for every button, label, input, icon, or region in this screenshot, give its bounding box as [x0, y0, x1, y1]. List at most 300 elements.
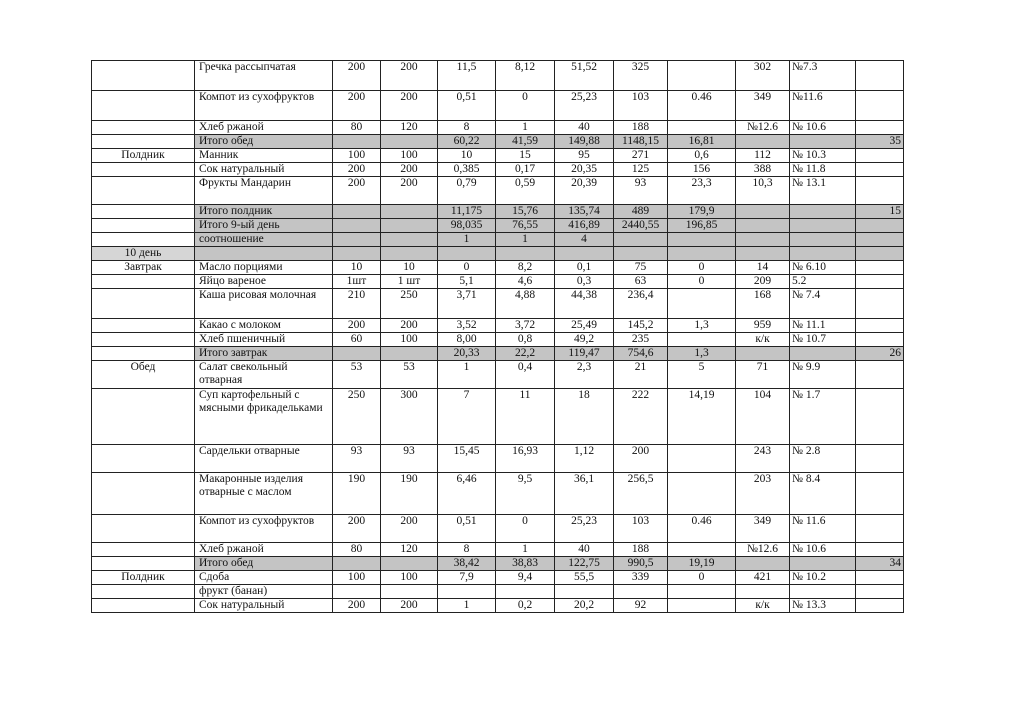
fat-cell: 4,6: [496, 275, 555, 289]
total-score-cell: [856, 275, 904, 289]
vitamin-c-cell: [668, 233, 736, 247]
fat-cell: 8,12: [496, 61, 555, 91]
meal-cell: [92, 347, 195, 361]
recipe-no-cell: №12.6: [736, 121, 790, 135]
total-score-cell: [856, 163, 904, 177]
page-ref-cell: №11.6: [790, 91, 856, 121]
meal-cell: [92, 163, 195, 177]
qty-in-cell: 200: [333, 163, 381, 177]
protein-cell: 10: [438, 149, 496, 163]
qty-out-cell: 93: [381, 445, 438, 473]
meal-cell: [92, 473, 195, 515]
meal-cell: [92, 557, 195, 571]
carbs-cell: 1,12: [555, 445, 614, 473]
page-ref-cell: № 8.4: [790, 473, 856, 515]
protein-cell: 0: [438, 261, 496, 275]
qty-in-cell: 200: [333, 177, 381, 205]
recipe-no-cell: 168: [736, 289, 790, 319]
qty-in-cell: 100: [333, 149, 381, 163]
total-row: [92, 205, 904, 219]
dish-name: Суп картофельный с мясными фрикадельками: [195, 389, 333, 445]
fat-cell: 0: [496, 515, 555, 543]
recipe-no-cell: [736, 219, 790, 233]
recipe-no-cell: 302: [736, 61, 790, 91]
meal-cell: Обед: [92, 361, 195, 389]
qty-in-cell: 100: [333, 571, 381, 585]
vitamin-c-cell: 0: [668, 275, 736, 289]
qty-in-cell: [333, 347, 381, 361]
energy-cell: 188: [614, 121, 668, 135]
meal-cell: [92, 289, 195, 319]
qty-out-cell: 100: [381, 149, 438, 163]
qty-out-cell: [381, 135, 438, 149]
day-label: 10 день: [92, 247, 195, 261]
total-score-cell: [856, 319, 904, 333]
vitamin-c-cell: 14,19: [668, 389, 736, 445]
qty-out-cell: [381, 557, 438, 571]
energy-cell: 339: [614, 571, 668, 585]
qty-in-cell: 200: [333, 515, 381, 543]
carbs-cell: 0,3: [555, 275, 614, 289]
energy-cell: 256,5: [614, 473, 668, 515]
energy-cell: 236,4: [614, 289, 668, 319]
dish-row: [92, 149, 904, 163]
energy-cell: 188: [614, 543, 668, 557]
meal-cell: [92, 599, 195, 613]
day-header-cell: [496, 247, 555, 261]
energy-cell: 103: [614, 515, 668, 543]
dish-name: Сок натуральный: [195, 163, 333, 177]
dish-row: [92, 289, 904, 319]
protein-cell: 8: [438, 121, 496, 135]
recipe-no-cell: [736, 557, 790, 571]
day-header-cell: [614, 247, 668, 261]
protein-cell: 5,1: [438, 275, 496, 289]
protein-cell: 1: [438, 361, 496, 389]
energy-cell: 93: [614, 177, 668, 205]
carbs-cell: 416,89: [555, 219, 614, 233]
total-score-cell: [856, 149, 904, 163]
dish-row: [92, 473, 904, 515]
meal-cell: [92, 585, 195, 599]
protein-cell: 60,22: [438, 135, 496, 149]
vitamin-c-cell: 179,9: [668, 205, 736, 219]
dish-name: Итого обед: [195, 557, 333, 571]
page-ref-cell: № 13.3: [790, 599, 856, 613]
recipe-no-cell: [736, 233, 790, 247]
vitamin-c-cell: 5: [668, 361, 736, 389]
total-score-cell: 15: [856, 205, 904, 219]
protein-cell: 38,42: [438, 557, 496, 571]
dish-row: [92, 261, 904, 275]
vitamin-c-cell: [668, 473, 736, 515]
total-row: [92, 233, 904, 247]
qty-out-cell: 120: [381, 543, 438, 557]
fat-cell: 76,55: [496, 219, 555, 233]
fat-cell: 0,2: [496, 599, 555, 613]
qty-in-cell: [333, 585, 381, 599]
menu-table: [91, 60, 904, 613]
protein-cell: 20,33: [438, 347, 496, 361]
vitamin-c-cell: [668, 585, 736, 599]
page-ref-cell: [790, 557, 856, 571]
dish-row: [92, 515, 904, 543]
vitamin-c-cell: [668, 543, 736, 557]
qty-in-cell: 60: [333, 333, 381, 347]
carbs-cell: 0,1: [555, 261, 614, 275]
page-ref-cell: №7.3: [790, 61, 856, 91]
fat-cell: 15: [496, 149, 555, 163]
recipe-no-cell: 112: [736, 149, 790, 163]
recipe-no-cell: [736, 205, 790, 219]
meal-cell: Завтрак: [92, 261, 195, 275]
total-row: [92, 219, 904, 233]
recipe-no-cell: 104: [736, 389, 790, 445]
fat-cell: 0,59: [496, 177, 555, 205]
vitamin-c-cell: 0: [668, 571, 736, 585]
total-score-cell: [856, 543, 904, 557]
fat-cell: 38,83: [496, 557, 555, 571]
dish-row: [92, 275, 904, 289]
vitamin-c-cell: [668, 599, 736, 613]
protein-cell: 0,385: [438, 163, 496, 177]
vitamin-c-cell: 23,3: [668, 177, 736, 205]
carbs-cell: 44,38: [555, 289, 614, 319]
vitamin-c-cell: 0: [668, 261, 736, 275]
fat-cell: 9,5: [496, 473, 555, 515]
page-ref-cell: № 6.10: [790, 261, 856, 275]
protein-cell: 3,52: [438, 319, 496, 333]
qty-out-cell: 100: [381, 333, 438, 347]
energy-cell: 75: [614, 261, 668, 275]
vitamin-c-cell: 196,85: [668, 219, 736, 233]
dish-name: Яйцо вареное: [195, 275, 333, 289]
qty-in-cell: 200: [333, 61, 381, 91]
qty-out-cell: 300: [381, 389, 438, 445]
energy-cell: [614, 585, 668, 599]
day-header-cell: [333, 247, 381, 261]
total-score-cell: [856, 473, 904, 515]
qty-out-cell: 120: [381, 121, 438, 135]
meal-cell: [92, 333, 195, 347]
fat-cell: 16,93: [496, 445, 555, 473]
dish-row: [92, 333, 904, 347]
page-ref-cell: № 11.8: [790, 163, 856, 177]
page-ref-cell: № 7.4: [790, 289, 856, 319]
dish-name: Гречка рассыпчатая: [195, 61, 333, 91]
energy-cell: 21: [614, 361, 668, 389]
total-score-cell: [856, 289, 904, 319]
vitamin-c-cell: [668, 445, 736, 473]
energy-cell: 489: [614, 205, 668, 219]
vitamin-c-cell: [668, 289, 736, 319]
qty-out-cell: 200: [381, 91, 438, 121]
day-header-cell: [668, 247, 736, 261]
protein-cell: 8: [438, 543, 496, 557]
carbs-cell: 2,3: [555, 361, 614, 389]
qty-out-cell: [381, 347, 438, 361]
vitamin-c-cell: 19,19: [668, 557, 736, 571]
energy-cell: 235: [614, 333, 668, 347]
meal-cell: [92, 91, 195, 121]
dish-name: Итого полдник: [195, 205, 333, 219]
total-score-cell: [856, 233, 904, 247]
energy-cell: [614, 233, 668, 247]
total-score-cell: 34: [856, 557, 904, 571]
fat-cell: 22,2: [496, 347, 555, 361]
page-ref-cell: № 10.6: [790, 543, 856, 557]
dish-name: соотношение: [195, 233, 333, 247]
total-score-cell: [856, 599, 904, 613]
qty-out-cell: 53: [381, 361, 438, 389]
recipe-no-cell: 14: [736, 261, 790, 275]
fat-cell: 15,76: [496, 205, 555, 219]
total-score-cell: [856, 261, 904, 275]
vitamin-c-cell: [668, 121, 736, 135]
qty-out-cell: 250: [381, 289, 438, 319]
day-header-row: [92, 247, 904, 261]
total-score-cell: [856, 515, 904, 543]
qty-in-cell: 80: [333, 121, 381, 135]
fat-cell: 4,88: [496, 289, 555, 319]
carbs-cell: [555, 585, 614, 599]
page-ref-cell: [790, 233, 856, 247]
carbs-cell: 40: [555, 543, 614, 557]
meal-cell: Полдник: [92, 149, 195, 163]
fat-cell: 3,72: [496, 319, 555, 333]
page-ref-cell: № 10.6: [790, 121, 856, 135]
energy-cell: 222: [614, 389, 668, 445]
qty-out-cell: 200: [381, 61, 438, 91]
dish-name: Масло порциями: [195, 261, 333, 275]
qty-in-cell: [333, 135, 381, 149]
page-ref-cell: 5.2: [790, 275, 856, 289]
protein-cell: 7: [438, 389, 496, 445]
dish-row: [92, 445, 904, 473]
vitamin-c-cell: 16,81: [668, 135, 736, 149]
qty-in-cell: 200: [333, 599, 381, 613]
recipe-no-cell: 349: [736, 91, 790, 121]
dish-name: Хлеб ржаной: [195, 121, 333, 135]
dish-row: [92, 91, 904, 121]
carbs-cell: 20,35: [555, 163, 614, 177]
page-ref-cell: [790, 135, 856, 149]
total-score-cell: [856, 121, 904, 135]
energy-cell: 754,6: [614, 347, 668, 361]
meal-cell: [92, 319, 195, 333]
recipe-no-cell: 243: [736, 445, 790, 473]
total-score-cell: [856, 389, 904, 445]
qty-out-cell: [381, 233, 438, 247]
protein-cell: 0,51: [438, 515, 496, 543]
day-header-cell: [438, 247, 496, 261]
dish-name: фрукт (банан): [195, 585, 333, 599]
energy-cell: 63: [614, 275, 668, 289]
dish-row: [92, 599, 904, 613]
protein-cell: [438, 585, 496, 599]
qty-out-cell: 200: [381, 515, 438, 543]
fat-cell: 8,2: [496, 261, 555, 275]
fat-cell: [496, 585, 555, 599]
day-header-cell: [790, 247, 856, 261]
energy-cell: 200: [614, 445, 668, 473]
vitamin-c-cell: [668, 333, 736, 347]
total-score-cell: [856, 585, 904, 599]
protein-cell: 3,71: [438, 289, 496, 319]
total-score-cell: [856, 333, 904, 347]
dish-name: Хлеб пшеничный: [195, 333, 333, 347]
total-score-cell: 35: [856, 135, 904, 149]
dish-row: [92, 61, 904, 91]
dish-name: Итого обед: [195, 135, 333, 149]
recipe-no-cell: №12.6: [736, 543, 790, 557]
carbs-cell: 25,49: [555, 319, 614, 333]
fat-cell: 1: [496, 121, 555, 135]
qty-out-cell: 1 шт: [381, 275, 438, 289]
total-row: [92, 347, 904, 361]
dish-name: Салат свекольный отварная: [195, 361, 333, 389]
day-header-cell: [736, 247, 790, 261]
qty-in-cell: [333, 205, 381, 219]
qty-out-cell: 100: [381, 571, 438, 585]
fat-cell: 0,17: [496, 163, 555, 177]
carbs-cell: 122,75: [555, 557, 614, 571]
dish-name: Компот из сухофруктов: [195, 515, 333, 543]
energy-cell: 92: [614, 599, 668, 613]
qty-in-cell: 80: [333, 543, 381, 557]
dish-name: Хлеб ржаной: [195, 543, 333, 557]
carbs-cell: 36,1: [555, 473, 614, 515]
page-ref-cell: [790, 219, 856, 233]
recipe-no-cell: 10,3: [736, 177, 790, 205]
meal-cell: [92, 233, 195, 247]
vitamin-c-cell: 0.46: [668, 515, 736, 543]
qty-in-cell: 250: [333, 389, 381, 445]
page-ref-cell: № 10.7: [790, 333, 856, 347]
fat-cell: 0,4: [496, 361, 555, 389]
qty-in-cell: [333, 219, 381, 233]
carbs-cell: 95: [555, 149, 614, 163]
fat-cell: 11: [496, 389, 555, 445]
carbs-cell: 119,47: [555, 347, 614, 361]
day-header-cell: [856, 247, 904, 261]
dish-name: Итого завтрак: [195, 347, 333, 361]
carbs-cell: 25,23: [555, 515, 614, 543]
fat-cell: 41,59: [496, 135, 555, 149]
meal-cell: [92, 205, 195, 219]
meal-cell: [92, 61, 195, 91]
qty-out-cell: 200: [381, 177, 438, 205]
fat-cell: 0,8: [496, 333, 555, 347]
protein-cell: 1: [438, 599, 496, 613]
qty-in-cell: 200: [333, 91, 381, 121]
protein-cell: 8,00: [438, 333, 496, 347]
carbs-cell: 40: [555, 121, 614, 135]
qty-out-cell: [381, 219, 438, 233]
recipe-no-cell: 421: [736, 571, 790, 585]
dish-name: Манник: [195, 149, 333, 163]
carbs-cell: 149,88: [555, 135, 614, 149]
qty-out-cell: [381, 585, 438, 599]
carbs-cell: 18: [555, 389, 614, 445]
dish-name: Сардельки отварные: [195, 445, 333, 473]
vitamin-c-cell: 156: [668, 163, 736, 177]
qty-out-cell: 200: [381, 319, 438, 333]
dish-name: Какао с молоком: [195, 319, 333, 333]
vitamin-c-cell: 0.46: [668, 91, 736, 121]
dish-name: Сок натуральный: [195, 599, 333, 613]
recipe-no-cell: 349: [736, 515, 790, 543]
energy-cell: 2440,55: [614, 219, 668, 233]
total-score-cell: [856, 361, 904, 389]
day-header-cell: [195, 247, 333, 261]
dish-row: [92, 389, 904, 445]
qty-in-cell: 210: [333, 289, 381, 319]
energy-cell: 1148,15: [614, 135, 668, 149]
page-ref-cell: [790, 205, 856, 219]
qty-in-cell: 10: [333, 261, 381, 275]
qty-in-cell: 190: [333, 473, 381, 515]
page-ref-cell: № 10.3: [790, 149, 856, 163]
qty-in-cell: 53: [333, 361, 381, 389]
recipe-no-cell: [736, 585, 790, 599]
page-ref-cell: № 9.9: [790, 361, 856, 389]
protein-cell: 15,45: [438, 445, 496, 473]
qty-in-cell: [333, 557, 381, 571]
meal-cell: [92, 275, 195, 289]
energy-cell: 325: [614, 61, 668, 91]
protein-cell: 1: [438, 233, 496, 247]
carbs-cell: 20,39: [555, 177, 614, 205]
carbs-cell: 49,2: [555, 333, 614, 347]
fat-cell: 1: [496, 233, 555, 247]
carbs-cell: 135,74: [555, 205, 614, 219]
protein-cell: 11,175: [438, 205, 496, 219]
total-score-cell: [856, 61, 904, 91]
dish-row: [92, 319, 904, 333]
dish-name: Итого 9-ый день: [195, 219, 333, 233]
protein-cell: 0,79: [438, 177, 496, 205]
dish-row: [92, 571, 904, 585]
energy-cell: 125: [614, 163, 668, 177]
meal-cell: [92, 135, 195, 149]
dish-row: [92, 543, 904, 557]
protein-cell: 6,46: [438, 473, 496, 515]
page-ref-cell: № 10.2: [790, 571, 856, 585]
dish-row: [92, 585, 904, 599]
day-header-cell: [555, 247, 614, 261]
carbs-cell: 4: [555, 233, 614, 247]
total-score-cell: [856, 445, 904, 473]
page-ref-cell: [790, 347, 856, 361]
qty-out-cell: 200: [381, 163, 438, 177]
fat-cell: 0: [496, 91, 555, 121]
total-score-cell: [856, 177, 904, 205]
recipe-no-cell: 209: [736, 275, 790, 289]
dish-row: [92, 361, 904, 389]
dish-name: Сдоба: [195, 571, 333, 585]
total-row: [92, 557, 904, 571]
qty-out-cell: 190: [381, 473, 438, 515]
page-ref-cell: № 2.8: [790, 445, 856, 473]
qty-in-cell: [333, 233, 381, 247]
fat-cell: 1: [496, 543, 555, 557]
vitamin-c-cell: 1,3: [668, 319, 736, 333]
vitamin-c-cell: 1,3: [668, 347, 736, 361]
qty-in-cell: 1шт: [333, 275, 381, 289]
recipe-no-cell: к/к: [736, 599, 790, 613]
energy-cell: 271: [614, 149, 668, 163]
